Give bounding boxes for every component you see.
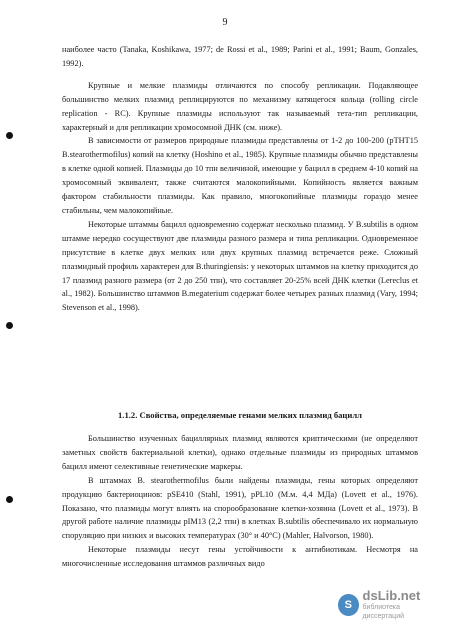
binding-hole-dot (6, 322, 13, 329)
page-number: 9 (222, 17, 228, 28)
paragraph-cryptic: Большинство изученных бациллярных плазмид являются криптическими (не определяют заметных свойств бактериальной клетки), однако отдельные плазмиды из природных штаммов бацилл имеют селективные генетические маркеры. (62, 434, 418, 471)
section-heading: 1.1.2. Свойства, определяемые генами мелких плазмид бацилл (118, 410, 362, 420)
paragraph-continuation: наиболее часто (Tanaka, Koshikawa, 1977; de Rossi et al., 1989; Parini et al., 1991; Baum, Gonzales, 1992). (62, 45, 418, 68)
watermark-subtitle: библиотека диссертаций (362, 604, 405, 620)
dslib-logo-icon: S (338, 594, 359, 616)
body-text-bottom (62, 432, 418, 571)
watermark-title: dsLib.net (362, 588, 421, 603)
watermark-text (363, 589, 438, 621)
body-text-top (62, 43, 418, 315)
paragraph-copy-number: В зависимости от размеров природные плазмиды представлены от 1-2 до 100-200 (pTHT15 B.stearothermofilus) копий на клетку (Hoshino et al., 1985). Крупные плазмиды обычно представлены в клетке одной копией. Плазмиды до 10 тпн величиной, имеющие у бацилл в среднем 4-10 копий на хромосомный эквивалент, также считаются малокопийными. Копийность является важным фактором стабильности плазмиды. Как правило, многокопийные плазмиды гораздо менее стабильны, чем малокопийные. (62, 136, 418, 215)
paragraph-bacteriocins: В штаммах B. stearothermofilus были найдены плазмиды, гены которых определяют продукцию бактериоцинов: pSE410 (Stahl, 1991), pPL10 (М.м. 4,4 МДа) (Lovett et al., 1976). Показано, что плазмиды могут влиять на спорообразование клетки-хозяина (Lovett et al., 1973). В другой работе наличие плазмиды pIM13 (2,2 тпн) в клетках B.subtilis обеспечивало их нормальную споруляцию при низких и высоких температурах (30° и 40°C) (Mahler, Halvorson, 1980). (62, 475, 418, 541)
paragraph-replication: Крупные и мелкие плазмиды отличаются по способу репликации. Подавляющее большинство мелких плазмид реплицируются по механизму катящегося кольца (rolling circle replication - RC). Крупные плазмиды используют так называемый тета-тип репликации, характерный и для репликации хромосомной ДНК (см. ниже). (62, 80, 418, 132)
paragraph-antibiotics: Некоторые плазмиды несут гены устойчивости к антибиотикам. Несмотря на многочисленные исследования штаммов различных видо (62, 545, 418, 569)
paragraph-strains: Некоторые штаммы бацилл одновременно содержат несколько плазмид. У B.subtilis в одном штамме нередко сосуществуют две плазмиды разного размера и типа репликации. Одновременное присутствие в клетке двух мелких или двух крупных плазмид встречается реже. Сложный плазмидный профиль характерен для B.thuringiensis: у некоторых штаммов на клетку приходится до 17 плазмид разного размера (от 2 до 250 тпн), что составляет 20-25% всей ДНК клетки (Lereclus et al., 1982). Большинство штаммов B.megaterium содержат более четырех разных плазмид (Vary, 1994; Stevenson et al., 1998). (62, 219, 418, 313)
watermark[interactable] (338, 589, 438, 621)
binding-hole-dot (6, 132, 13, 139)
binding-hole-dot (6, 496, 13, 503)
